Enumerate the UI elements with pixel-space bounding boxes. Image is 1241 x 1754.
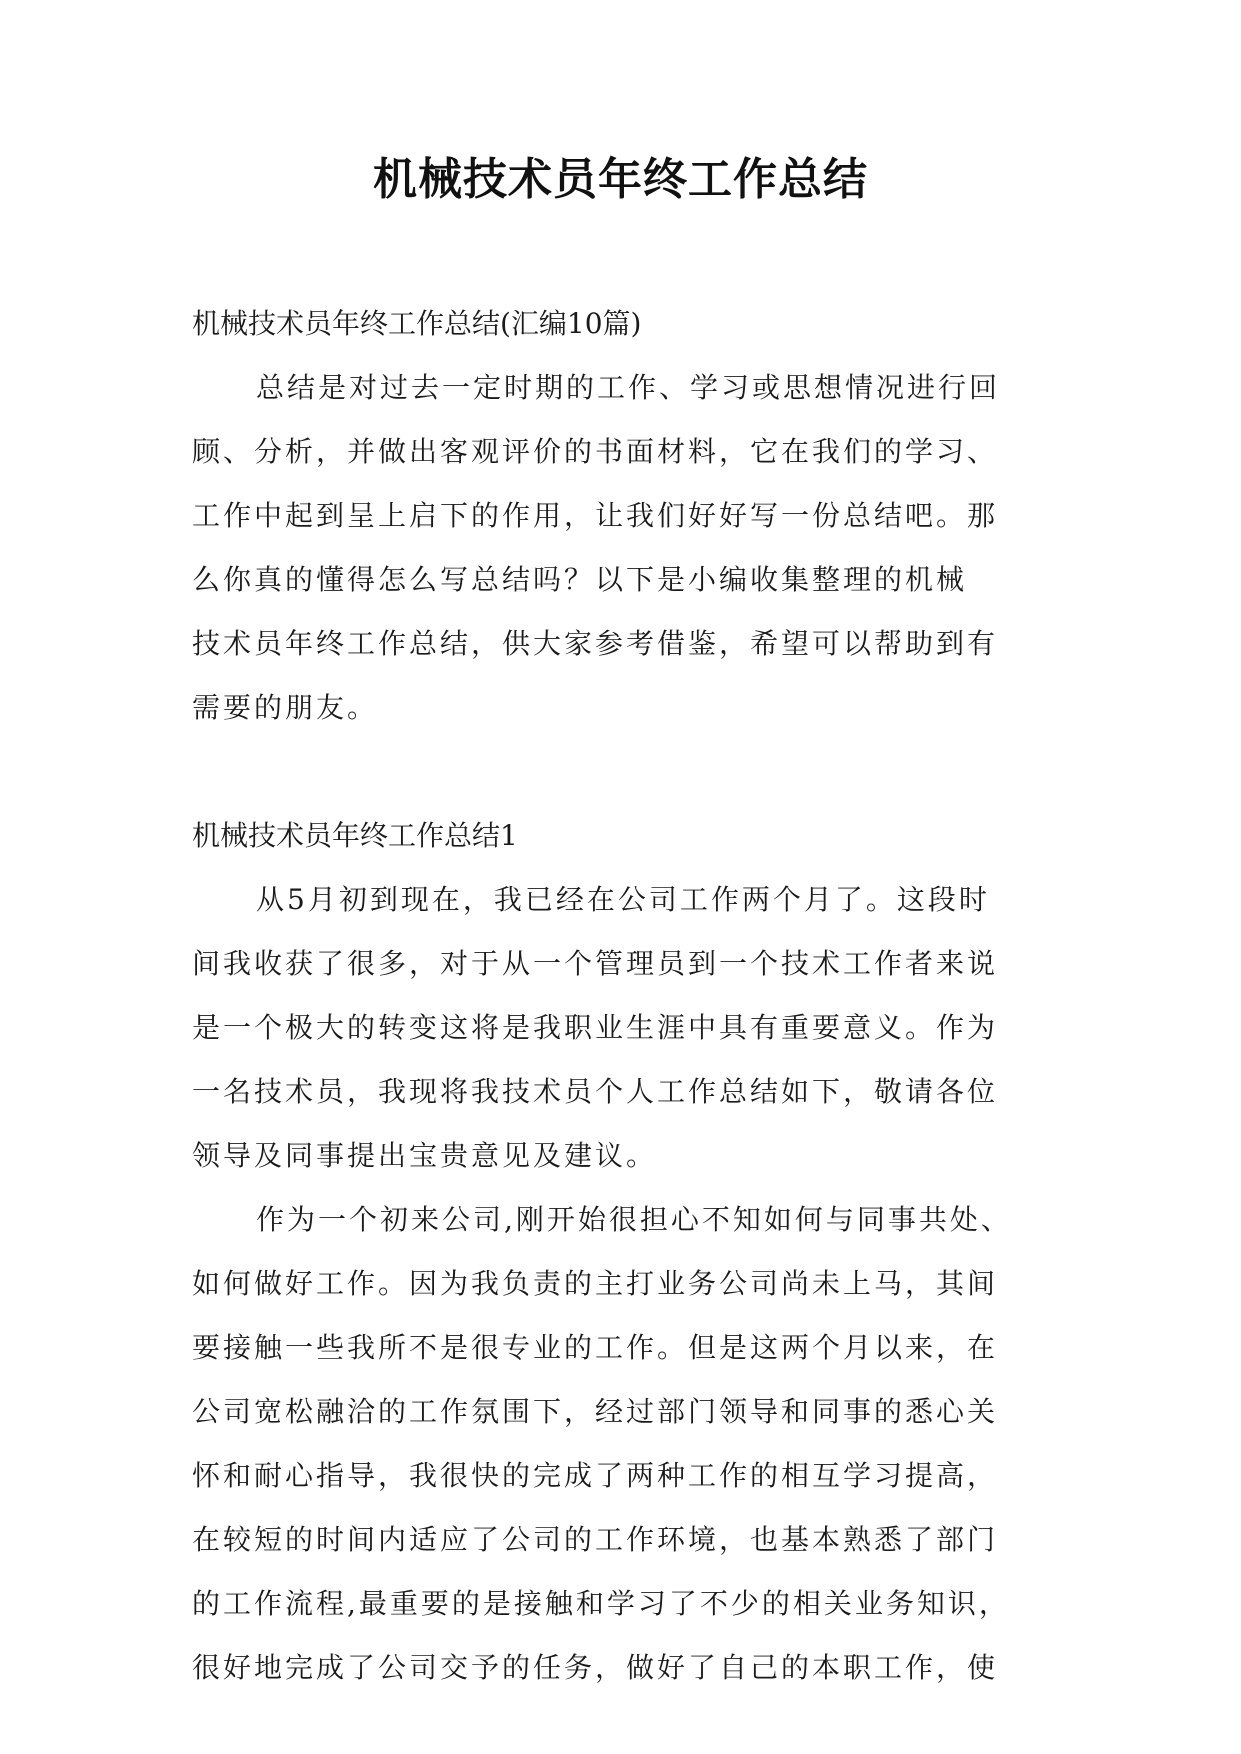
- paragraph-line: 么你真的懂得怎么写总结吗？以下是小编收集整理的机械: [192, 563, 968, 596]
- paragraph-line: 在较短的时间内适应了公司的工作环境，也基本熟悉了部门: [192, 1523, 999, 1556]
- document-subtitle: 机械技术员年终工作总结(汇编10篇): [192, 307, 642, 340]
- paragraph-line: 从5月初到现在，我已经在公司工作两个月了。这段时: [256, 883, 990, 916]
- paragraph-line: 一名技术员，我现将我技术员个人工作总结如下，敬请各位: [192, 1075, 999, 1108]
- paragraph-line: 间我收获了很多，对于从一个管理员到一个技术工作者来说: [192, 947, 999, 980]
- paragraph-line: 公司宽松融洽的工作氛围下，经过部门领导和同事的悉心关: [192, 1395, 999, 1428]
- paragraph-line: 顾、分析，并做出客观评价的书面材料，它在我们的学习、: [192, 435, 999, 468]
- paragraph-line: 作为一个初来公司,刚开始很担心不知如何与同事共处、: [256, 1203, 1012, 1236]
- paragraph-line: 总结是对过去一定时期的工作、学习或思想情况进行回: [256, 371, 1001, 404]
- paragraph-line: 领导及同事提出宝贵意见及建议。: [192, 1139, 658, 1172]
- intro-paragraph: [192, 356, 1062, 740]
- paragraph-line: 很好地完成了公司交予的任务，做好了自己的本职工作，使: [192, 1651, 999, 1684]
- paragraph-line: 怀和耐心指导，我很快的完成了两种工作的相互学习提高，: [192, 1459, 999, 1492]
- document-body: [192, 292, 1062, 1700]
- paragraph-line: 如何做好工作。因为我负责的主打业务公司尚未上马，其间: [192, 1267, 999, 1300]
- paragraph-line: 工作中起到呈上启下的作用，让我们好好写一份总结吧。那: [192, 499, 999, 532]
- section-heading: 机械技术员年终工作总结1: [192, 819, 518, 852]
- section-paragraph: [192, 1188, 1062, 1700]
- paragraph-line: 需要的朋友。: [192, 691, 379, 724]
- section-paragraph: [192, 868, 1062, 1188]
- paragraph-line: 的工作流程,最重要的是接触和学习了不少的相关业务知识，: [192, 1587, 1010, 1620]
- section-spacer: [192, 740, 1062, 804]
- document-title: 机械技术员年终工作总结: [373, 154, 868, 205]
- paragraph-line: 要接触一些我所不是很专业的工作。但是这两个月以来，在: [192, 1331, 999, 1364]
- paragraph-line: 是一个极大的转变这将是我职业生涯中具有重要意义。作为: [192, 1011, 999, 1044]
- paragraph-line: 技术员年终工作总结，供大家参考借鉴，希望可以帮助到有: [192, 627, 999, 660]
